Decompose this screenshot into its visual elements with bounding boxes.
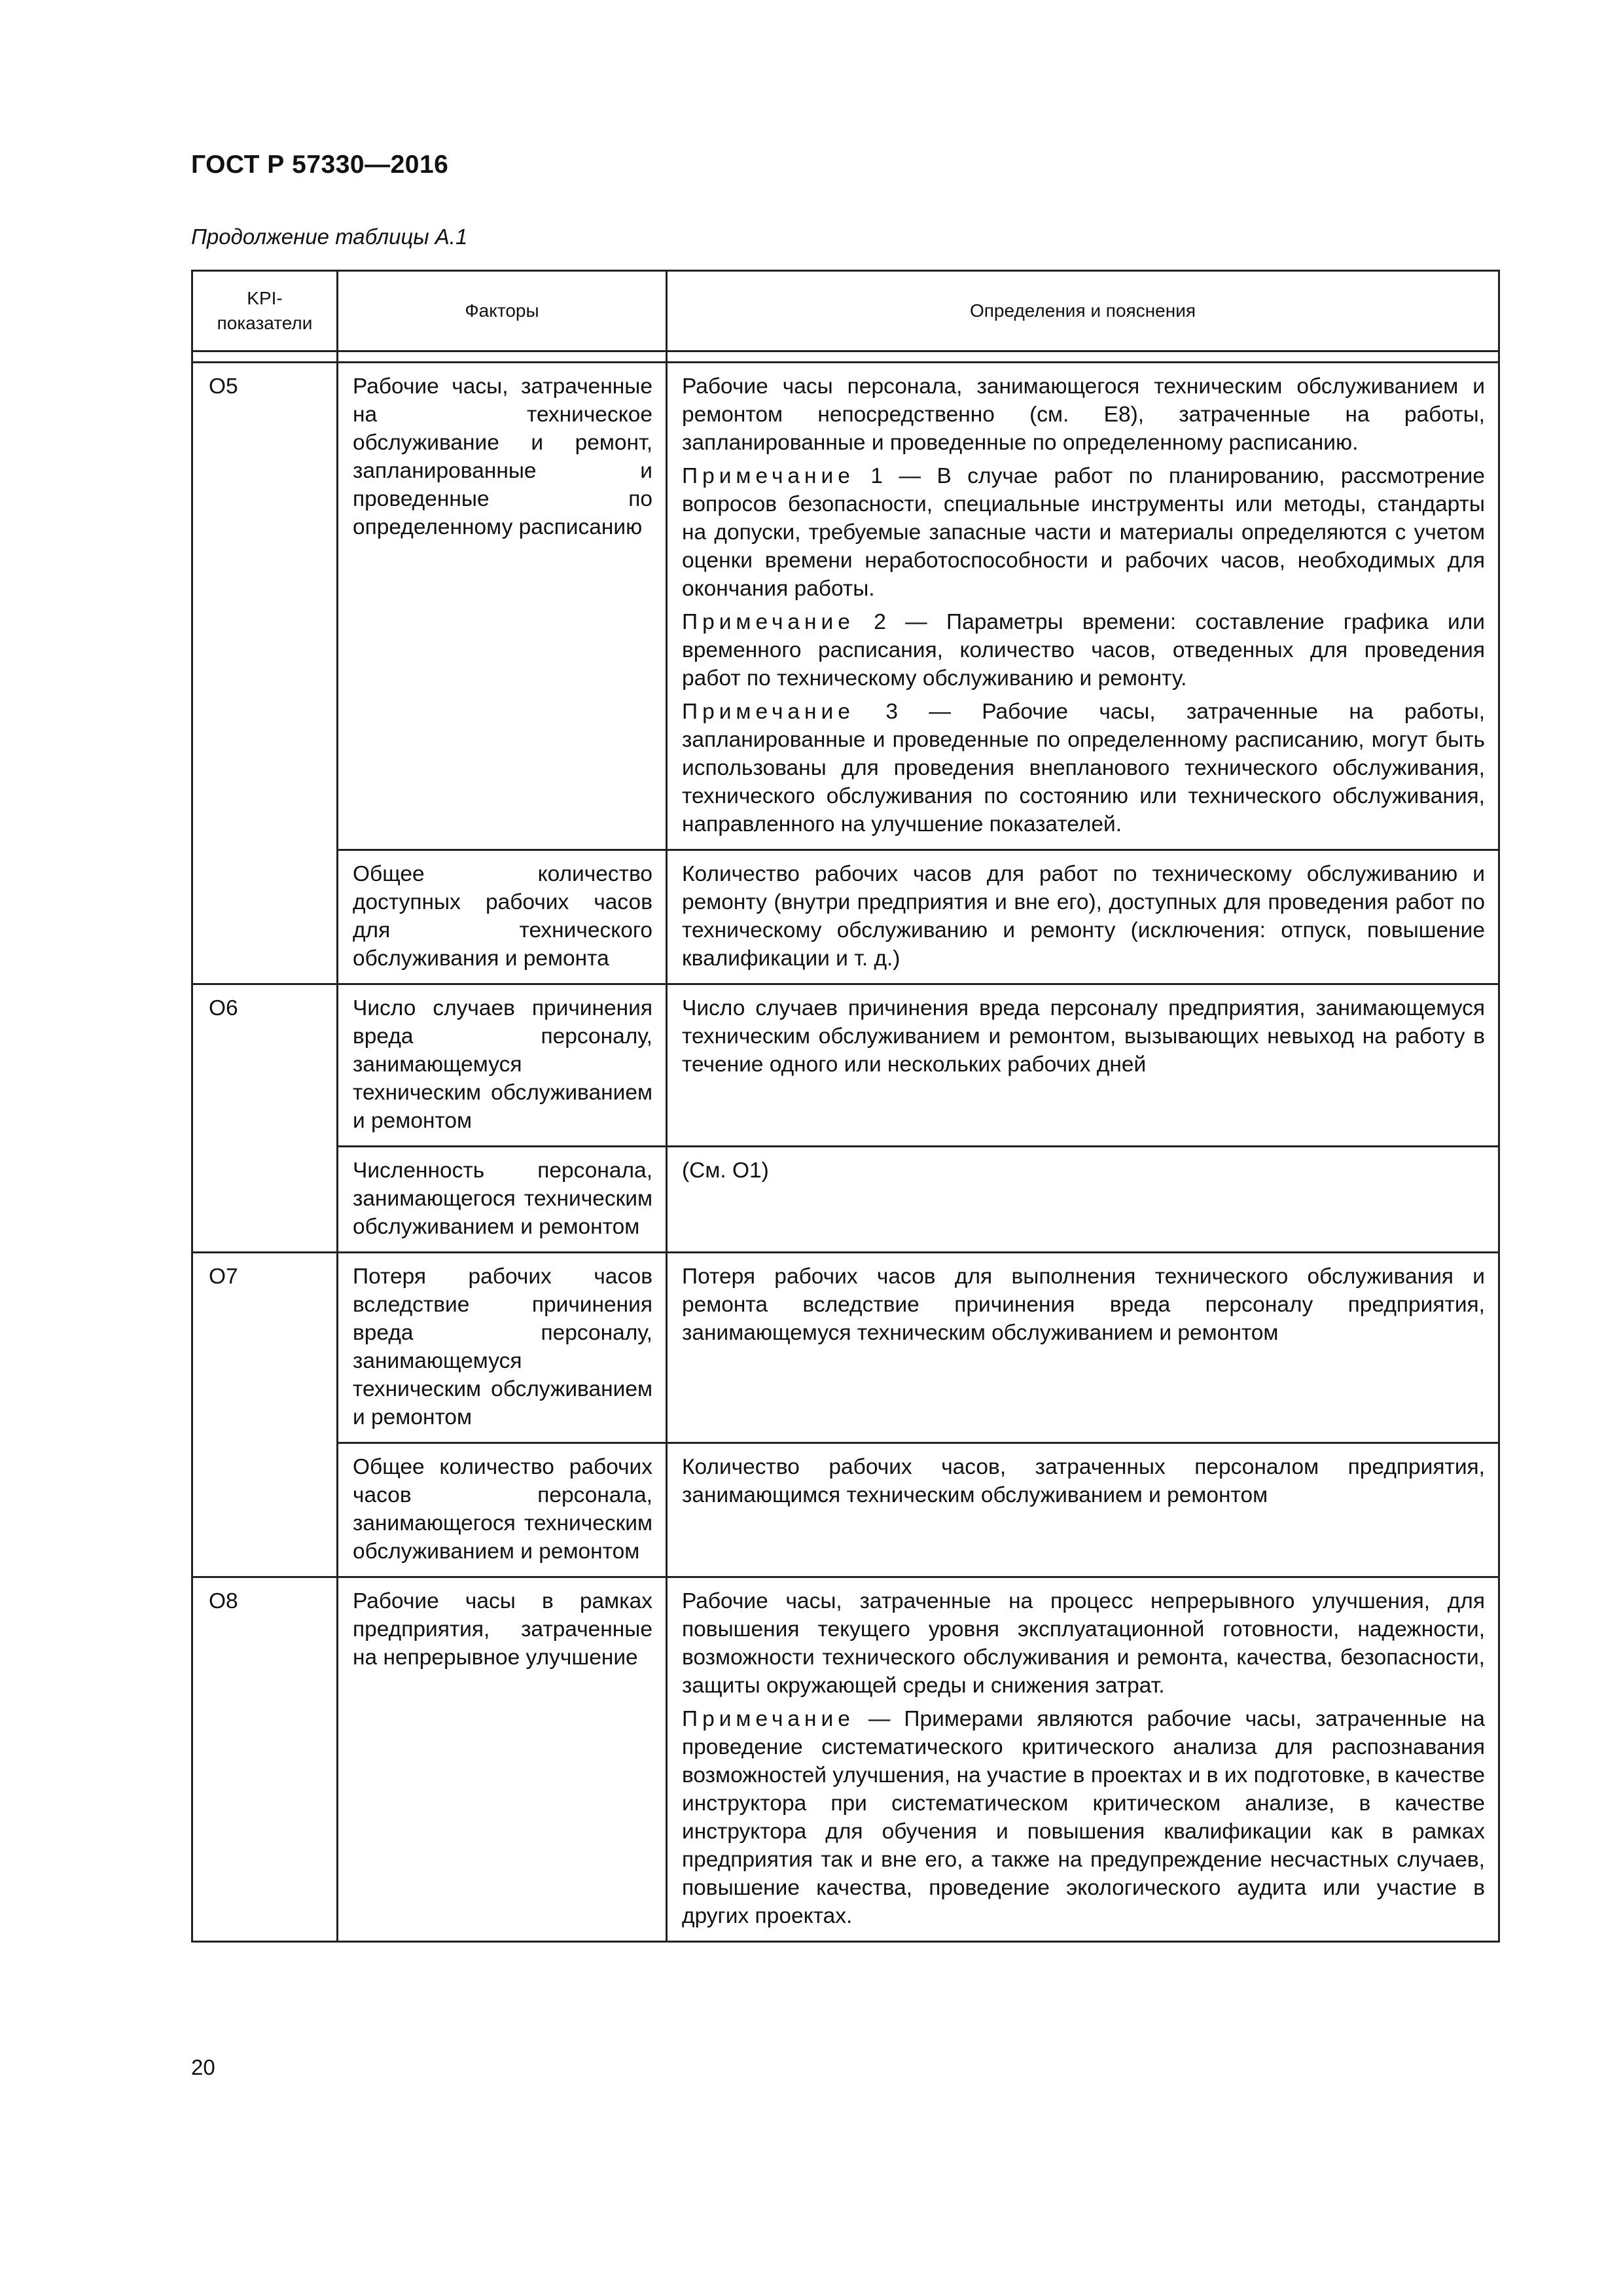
table-body <box>192 351 1499 1942</box>
kpi-code-cell: O6 <box>192 984 338 1253</box>
definition-paragraph <box>682 1263 1485 1347</box>
factor-cell: Рабочие часы, затраченные на техническое обслуживание и ремонт, запланированные и проведенные по определенному расписанию <box>338 363 667 850</box>
definition-paragraph <box>682 1453 1485 1509</box>
definition-paragraph <box>682 1587 1485 1700</box>
factor-cell: Рабочие часы в рамках предприятия, затраченные на непрерывное улучшение <box>338 1577 667 1942</box>
definition-cell <box>667 850 1499 984</box>
definition-paragraph <box>682 372 1485 457</box>
paragraph-text: Потеря рабочих часов для выполнения технического обслуживания и ремонта вследствие причинения вреда персоналу предприятия, занимающемуся техническим обслуживанием и ремонтом <box>682 1265 1485 1345</box>
paragraph-text: Количество рабочих часов для работ по техническому обслуживанию и ремонту (внутри предприятия и вне его), доступных для проведения работ по техническому обслуживанию и ремонту (исключения: отпуск, повышение квалификации и т. д.) <box>682 862 1485 971</box>
definition-cell <box>667 1147 1499 1253</box>
kpi-code-cell: O5 <box>192 363 338 984</box>
note-label: Примечание <box>682 1707 855 1731</box>
factor-cell: Потеря рабочих часов вследствие причинения вреда персоналу, занимающемуся техническим обслуживанием и ремонтом <box>338 1253 667 1443</box>
spacer-cell <box>192 351 338 363</box>
definition-paragraph <box>682 1157 1485 1185</box>
paragraph-text: — Примерами являются рабочие часы, затраченные на проведение систематического критического анализа для распознавания возможностей улучшения, на участие в проектах и в их подготовке, в качестве инструктора при систематическом критическом анализе, в качестве инструктора для обучения и повышения квалификации как в рамках предприятия так и вне его, а также на предупреждение несчастных случаев, повышение качества, проведение экологического аудита или участие в других проектах. <box>682 1707 1485 1928</box>
definition-cell <box>667 1253 1499 1443</box>
table-caption: Продолжение таблицы А.1 <box>191 224 468 249</box>
table-row <box>192 1253 1499 1443</box>
kpi-code-cell: O7 <box>192 1253 338 1577</box>
definition-cell <box>667 984 1499 1147</box>
factor-cell: Общее количество рабочих часов персонала, занимающегося техническим обслуживанием и ремонтом <box>338 1443 667 1577</box>
table-row <box>192 1443 1499 1577</box>
definition-paragraph <box>682 994 1485 1079</box>
factor-cell: Общее количество доступных рабочих часов для технического обслуживания и ремонта <box>338 850 667 984</box>
paragraph-text: Число случаев причинения вреда персоналу предприятия, занимающемуся техническим обслуживанием и ремонтом, вызывающих невыход на работу в течение одного или нескольких рабочих дней <box>682 996 1485 1077</box>
spacer-cell <box>338 351 667 363</box>
table-header-row <box>192 271 1499 351</box>
factor-cell: Число случаев причинения вреда персоналу, занимающемуся техническим обслуживанием и ремонтом <box>338 984 667 1147</box>
table-row <box>192 363 1499 850</box>
document-header: ГОСТ Р 57330—2016 <box>191 151 449 179</box>
kpi-code-cell: O8 <box>192 1577 338 1942</box>
paragraph-text: Количество рабочих часов, затраченных персоналом предприятия, занимающимся техническим обслуживанием и ремонтом <box>682 1455 1485 1507</box>
factor-cell: Численность персонала, занимающегося техническим обслуживанием и ремонтом <box>338 1147 667 1253</box>
header-kpi: KPI-показатели <box>192 271 338 351</box>
note-label: Примечание <box>682 700 855 724</box>
table-row <box>192 984 1499 1147</box>
note-label: Примечание <box>682 610 855 634</box>
paragraph-text: Рабочие часы персонала, занимающегося техническим обслуживанием и ремонтом непосредственно (см. Е8), затраченные на работы, запланированные и проведенные по определенному расписанию. <box>682 374 1485 455</box>
table-row <box>192 1147 1499 1253</box>
note-paragraph <box>682 698 1485 838</box>
note-label: Примечание <box>682 464 855 488</box>
page-number: 20 <box>191 2055 215 2079</box>
paragraph-text: 1 — В случае работ по планированию, рассмотрение вопросов безопасности, специальные инструменты или методы, стандарты на допуски, требуемые запасные части и материалы определяются с учетом оценки времени неработоспособности и рабочих часов, необходимых для окончания работы. <box>682 464 1486 601</box>
header-definitions: Определения и пояснения <box>667 271 1499 351</box>
paragraph-text: (См. О1) <box>682 1158 769 1183</box>
definition-cell <box>667 363 1499 850</box>
note-paragraph <box>682 1705 1485 1930</box>
header-spacer-row <box>192 351 1499 363</box>
paragraph-text: Рабочие часы, затраченные на процесс непрерывного улучшения, для повышения текущего уровня эксплуатационной готовности, надежности, возможности технического обслуживания и ремонта, качества, безопасности, защиты окружающей среды и снижения затрат. <box>682 1589 1485 1698</box>
header-factors: Факторы <box>338 271 667 351</box>
spacer-cell <box>667 351 1499 363</box>
paragraph-text: 2 — Параметры времени: составление графика или временного расписания, количество часов, отведенных для проведения работ по техническому обслуживанию и ремонту. <box>682 610 1486 691</box>
table-row <box>192 1577 1499 1942</box>
kpi-table <box>191 270 1500 1943</box>
definition-cell <box>667 1443 1499 1577</box>
table-row <box>192 850 1499 984</box>
paragraph-text: 3 — Рабочие часы, затраченные на работы, запланированные и проведенные по определенному расписанию, могут быть использованы для проведения внепланового технического обслуживания, технического обслуживания по состоянию или технического обслуживания, направленного на улучшение показателей. <box>682 700 1486 836</box>
note-paragraph <box>682 608 1485 692</box>
definition-paragraph <box>682 860 1485 973</box>
note-paragraph <box>682 462 1485 603</box>
definition-cell <box>667 1577 1499 1942</box>
